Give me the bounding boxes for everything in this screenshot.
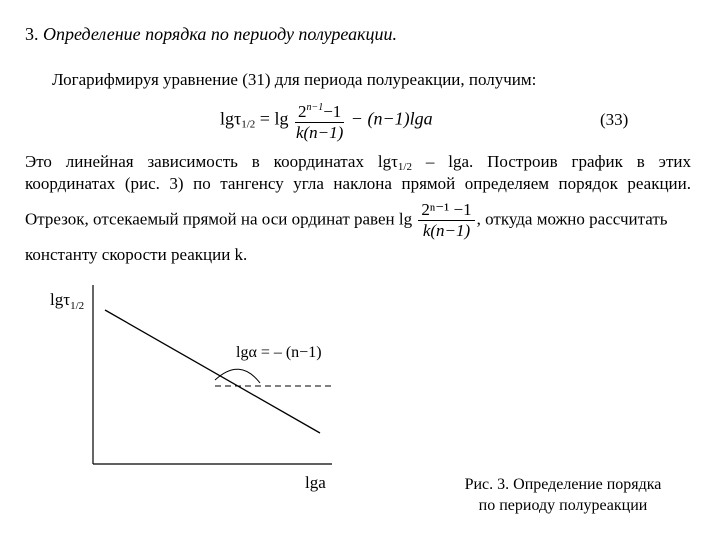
eq-num-exp: n−1 — [306, 102, 324, 113]
eq-num-tail: −1 — [323, 102, 342, 121]
eq-fraction — [295, 98, 344, 143]
eq-lhs-sub: 1/2 — [241, 118, 256, 131]
section-number: 3. — [25, 24, 39, 44]
slope-annotation: lgα = – (n−1) — [236, 344, 322, 361]
eq-lhs: lgτ — [220, 108, 242, 129]
para-line-3 — [25, 200, 668, 241]
eq-equals: = lg — [259, 108, 289, 129]
para-line-4: константу скорости реакции k. — [25, 245, 248, 264]
figure-caption — [450, 474, 676, 516]
para-frac-den: k(n−1) — [422, 221, 471, 240]
y-axis-label: lgτ$_{1/2}$ — [50, 290, 85, 312]
eq-num-base: 2 — [297, 102, 307, 121]
para-frac-num: 2ⁿ⁻¹ −1 — [418, 200, 474, 221]
para-line-1a: Это линейная зависимость в координатах lgτ — [25, 152, 398, 171]
section-title: Определение порядка по периоду полуреакции. — [43, 24, 398, 44]
trend-line — [105, 310, 320, 433]
para-fraction — [418, 200, 474, 241]
para-line-3b: , откуда можно рассчитать — [476, 209, 668, 229]
para-line-2: координатах (рис. 3) по тангенсу угла наклона прямой определяем порядок реакции. — [25, 174, 691, 193]
x-axis-label: lga — [305, 473, 326, 492]
caption-line-1: Рис. 3. Определение порядка — [464, 476, 662, 493]
para-line-1 — [25, 152, 691, 173]
caption-line-2: по периоду полуреакции — [478, 497, 648, 514]
para-line-1-sub: 1/2 — [397, 161, 412, 173]
intro-text: Логарифмируя уравнение (31) для периода полуреакции, получим: — [52, 70, 537, 89]
section-heading — [25, 24, 397, 45]
eq-tail: − (n−1)lga — [350, 108, 433, 129]
equation-number: (33) — [600, 110, 629, 129]
para-line-3a: Отрезок, отсекаемый прямой на оси ординат равен lg — [25, 209, 413, 229]
half-life-graph — [40, 280, 360, 500]
equation-33 — [220, 98, 433, 143]
eq-den: k(n−1) — [295, 123, 344, 142]
para-line-1b: – lga. Построив график в этих — [411, 152, 691, 171]
